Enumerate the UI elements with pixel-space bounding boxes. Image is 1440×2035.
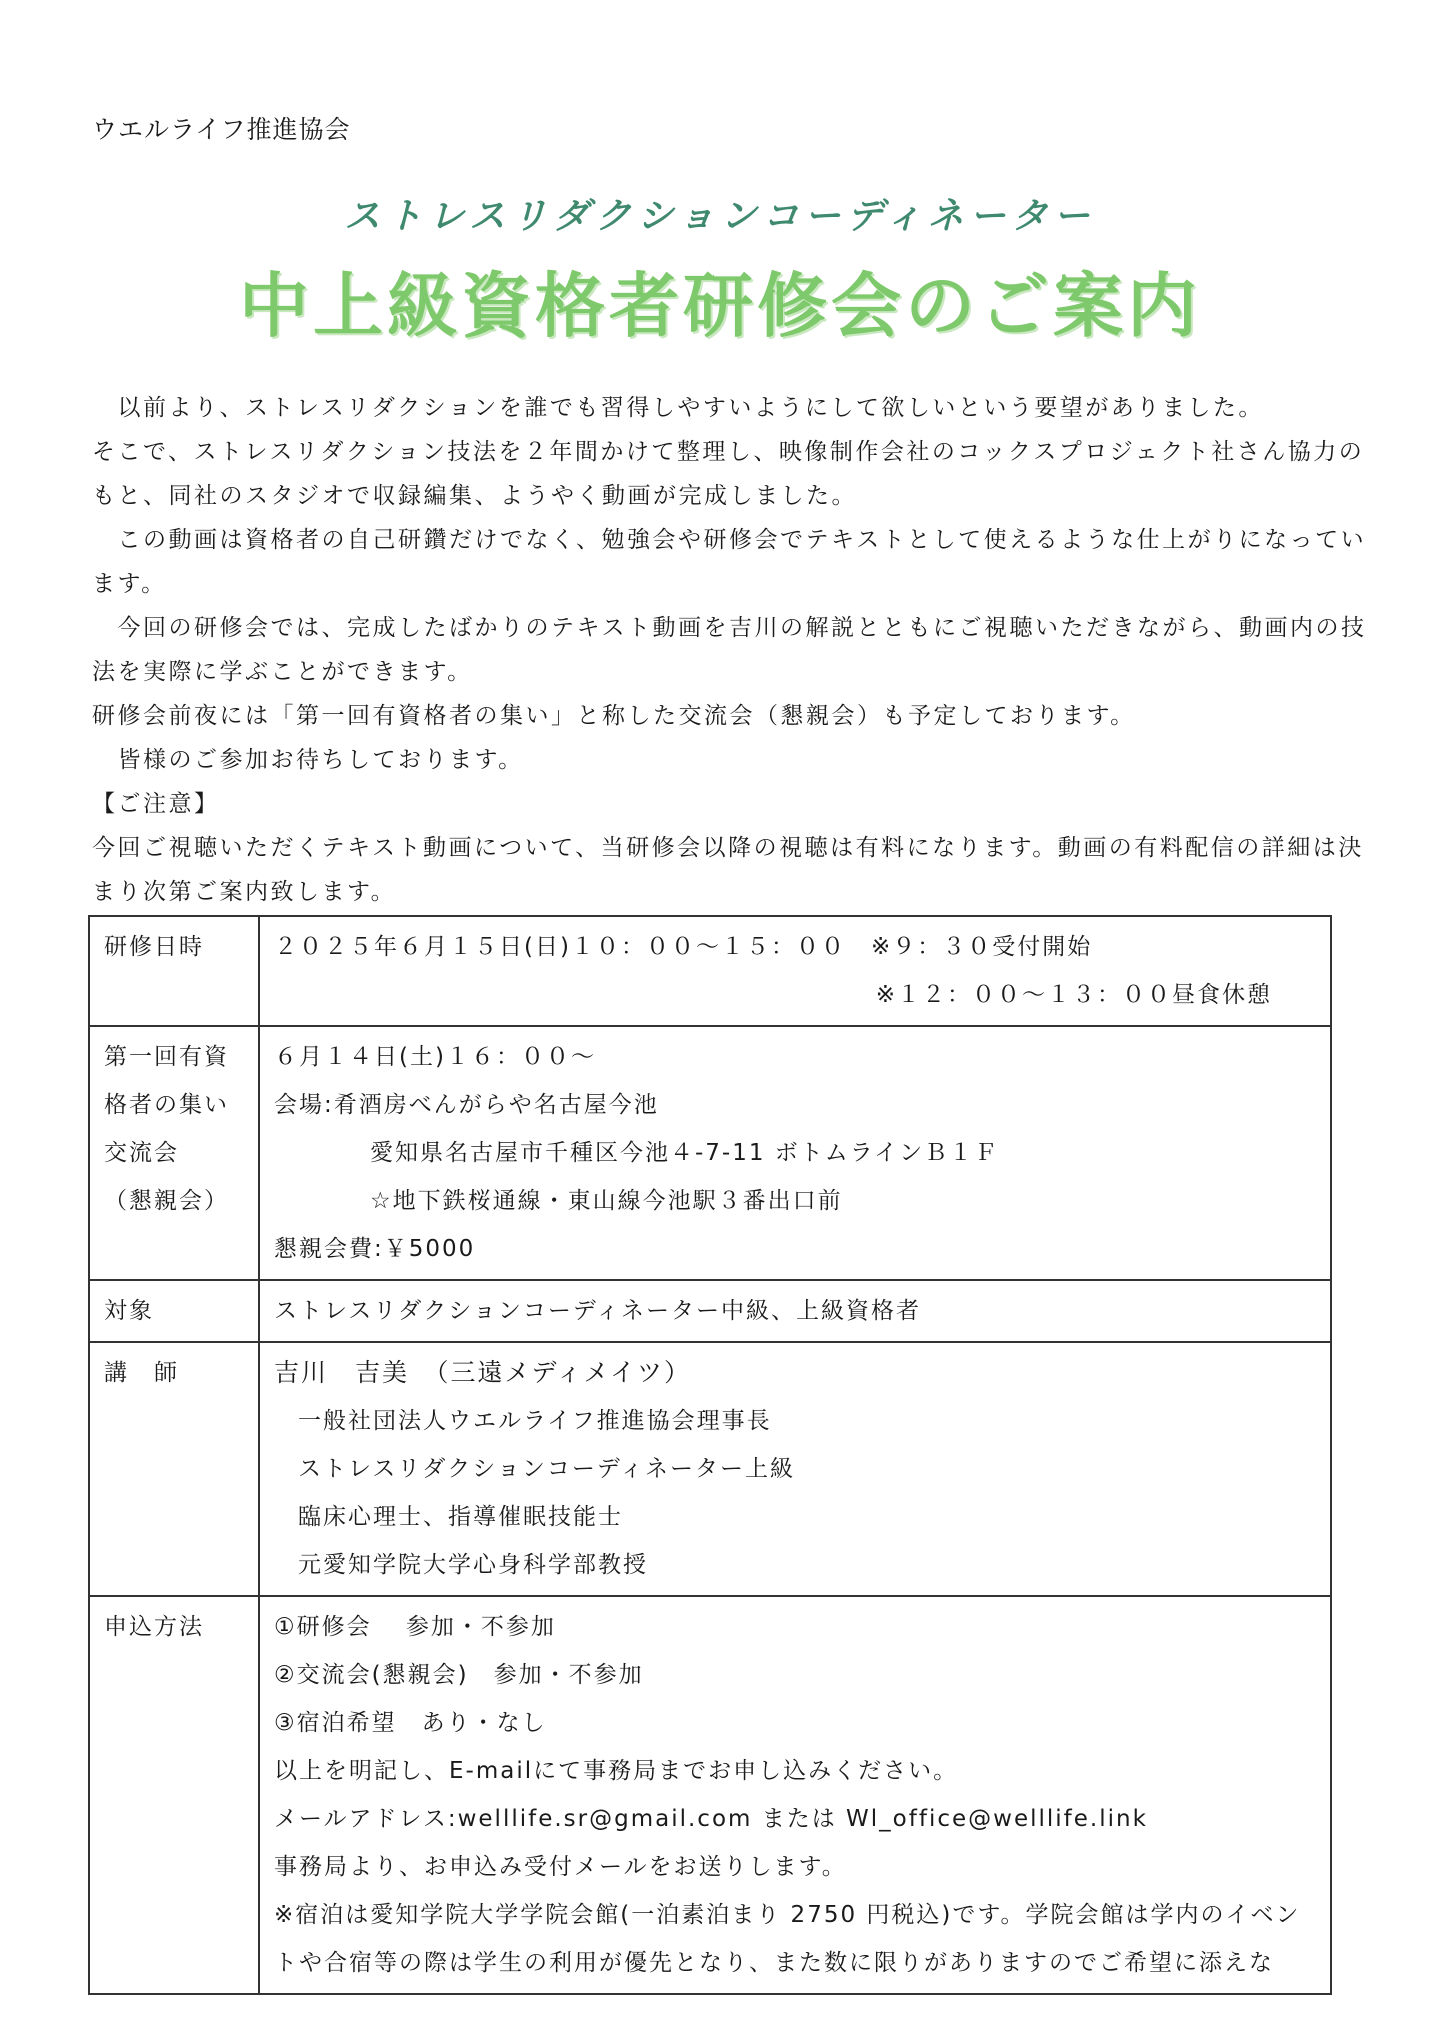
lecturer-title: 臨床心理士、指導催眠技能士 (298, 1504, 623, 1530)
party-access: ☆地下鉄桜通線・東山線今池駅３番出口前 (370, 1188, 843, 1214)
party-date: ６月１４日(土)１６：００～ (274, 1044, 596, 1070)
caution-text: 今回ご視聴いただくテキスト動画について、当研修会以降の視聴は有料になります。動画の有料配信の詳細は決まり次第ご案内致します。 (92, 835, 1364, 905)
label-line: （懇親会） (104, 1188, 229, 1214)
organization-name: ウエルライフ推進協会 (92, 115, 351, 144)
intro-paragraph: 以前より、ストレスリダクションを誰でも習得しやすいようにして欲しいという要望がありました。 (92, 395, 1264, 421)
row-label: 申込方法 (89, 1596, 259, 1994)
party-venue: 会場:肴酒房べんがらや名古屋今池 (274, 1092, 659, 1118)
row-label: 研修日時 (89, 916, 259, 1026)
lecturer-title: ストレスリダクションコーディネーター上級 (298, 1456, 796, 1482)
lodging-note: ※宿泊は愛知学院大学学院会館(一泊素泊まり 2750 円税込)です。学院会館は学内のイベン (274, 1902, 1301, 1928)
intro-text (92, 386, 1372, 914)
apply-instruction: 以上を明記し、E-mailにて事務局までお申し込みください。 (274, 1758, 959, 1784)
table-row-lecturer (89, 1342, 1331, 1596)
page-title: 中上級資格者研修会のご案内 (239, 265, 1201, 347)
date-line: ２０２５年６月１５日(日)１０：００～１５：００ ※９：３０受付開始 (274, 934, 1093, 960)
apply-option: ②交流会(懇親会) 参加・不参加 (274, 1662, 644, 1688)
row-value (259, 1342, 1331, 1596)
intro-paragraph: 今回の研修会では、完成したばかりのテキスト動画を吉川の解説とともにご視聴いただきながら、動画内の技法を実際に学ぶことができます。 (92, 615, 1367, 685)
intro-paragraph: 研修会前夜には「第一回有資格者の集い」と称した交流会（懇親会）も予定しております。 (92, 703, 1136, 729)
intro-paragraph: そこで、ストレスリダクション技法を２年間かけて整理し、映像制作会社のコックスプロジェクト社さん協力のもと、同社のスタジオで収録編集、ようやく動画が完成しました。 (92, 439, 1365, 509)
row-value (259, 1026, 1331, 1280)
lecturer-title: 一般社団法人ウエルライフ推進協会理事長 (298, 1408, 772, 1434)
apply-option: ①研修会 参加・不参加 (274, 1614, 556, 1640)
table-row-apply (89, 1596, 1331, 1994)
label-line: 格者の集い (104, 1092, 229, 1118)
intro-paragraph: 皆様のご参加お待ちしております。 (92, 747, 524, 773)
lecturer-name: 吉川 吉美 （三遠メディメイツ） (274, 1358, 692, 1387)
row-label: 対象 (89, 1280, 259, 1342)
party-fee: 懇親会費:￥5000 (274, 1236, 476, 1262)
row-label: 講 師 (89, 1342, 259, 1596)
row-label (89, 1026, 259, 1280)
apply-option: ③宿泊希望 あり・なし (274, 1710, 547, 1736)
row-value (259, 916, 1331, 1026)
lunch-line: ※１２：００～１３：００昼食休憩 (875, 982, 1272, 1008)
apply-email: メールアドレス:welllife.sr@gmail.com または Wl_office@welllife.link (274, 1806, 1148, 1832)
intro-paragraph: この動画は資格者の自己研鑽だけでなく、勉強会や研修会でテキストとして使えるような仕上がりになっています。 (92, 527, 1367, 597)
info-table (88, 915, 1332, 1995)
caution-heading: 【ご注意】 (92, 791, 220, 817)
lodging-note: トや合宿等の際は学生の利用が優先となり、また数に限りがありますのでご希望に添えな (274, 1950, 1274, 1976)
table-row-target (89, 1280, 1331, 1342)
row-value: ストレスリダクションコーディネーター中級、上級資格者 (259, 1280, 1331, 1342)
label-line: 交流会 (104, 1140, 179, 1166)
row-value (259, 1596, 1331, 1994)
party-address: 愛知県名古屋市千種区今池４-7-11 ボトムラインＢ１Ｆ (370, 1140, 1000, 1166)
table-row-party (89, 1026, 1331, 1280)
subtitle: ストレスリダクションコーディネーター (344, 196, 1096, 237)
lecturer-title: 元愛知学院大学心身科学部教授 (298, 1552, 648, 1578)
apply-confirmation: 事務局より、お申込み受付メールをお送りします。 (274, 1854, 847, 1880)
label-line: 第一回有資 (104, 1044, 229, 1070)
table-row-date (89, 916, 1331, 1026)
